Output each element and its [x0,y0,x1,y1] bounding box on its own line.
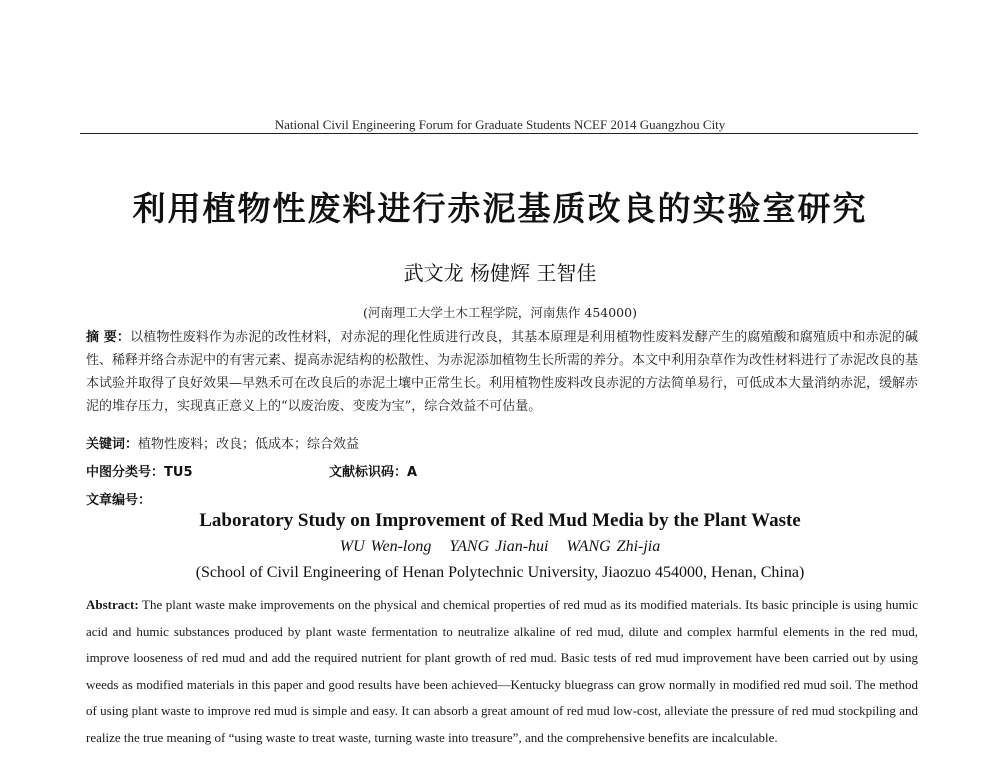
chinese-affiliation: (河南理工大学土木工程学院，河南焦作 454000) [363,305,637,320]
chinese-abstract [86,326,918,418]
english-author: WANG Zhi-jia [566,538,661,555]
article-number-line [86,489,151,508]
english-author: WU Wen-long [339,538,432,555]
keywords-text: 植物性废料；改良；低成本；综合效益 [138,437,360,452]
chinese-title: 利用植物性废料进行赤泥基质改良的实验室研究 [132,189,868,228]
chinese-abstract-label: 摘 要： [86,330,131,345]
english-affiliation: (School of Civil Engineering of Henan Polytechnic University, Jiaozuo 454000, Henan, China) [195,564,805,581]
doc-code-label: 文献标识码： [329,465,408,480]
clc-value: TU5 [164,465,193,480]
clc-label: 中图分类号： [86,465,165,480]
english-author: YANG Jian-hui [449,538,549,555]
english-abstract-text: The plant waste make improvements on the physical and chemical properties of red mud as its modified materials. Its basic principle is using humic acid and humic substances produced by plant waste fermentation to neutralize alkaline of red mud, dilute and complex harmful elements in the red mud, improve looseness of red mud and add the required nutrient for plant growth of red mud. Basic tests of red mud improvement have been carried out by using weeds as modified materials in this paper and good results have been achieved—Kentucky bluegrass can grow normally in modified red mud soil. The method of using plant waste to improve red mud is simple and easy. It can absorb a great amount of red mud low-cost, alleviate the pressure of red mud stockpiling and realize the true meaning of “using waste to treat waste, turning waste into treasure”, and the comprehensive benefits are incalculable. [86,597,919,745]
english-abstract [86,592,918,751]
english-title: Laboratory Study on Improvement of Red Mud Media by the Plant Waste [199,510,801,531]
doc-code-value: A [407,465,418,480]
chinese-keywords [86,433,359,452]
english-authors [0,538,1000,556]
header-divider [80,133,918,134]
keywords-label: 关键词： [86,437,139,452]
article-number-label: 文章编号： [86,493,152,508]
chinese-abstract-text: 以植物性废料作为赤泥的改性材料，对赤泥的理化性质进行改良，其基本原理是利用植物性废料发酵产生的腐殖酸和腐殖质中和赤泥的碱性、稀释并络合赤泥中的有害元素、提高赤泥结构的松散性、为赤泥添加植物生长所需的养分。本文中利用杂草作为改性材料进行了赤泥改良的基本试验并取得了良好效果—早熟禾可在改良后的赤泥土壤中正常生长。利用植物性废料改良赤泥的方法简单易行，可低成本大量消纳赤泥，缓解赤泥的堆存压力，实现真正意义上的“以废治废、变废为宝”，综合效益不可估量。 [86,330,919,414]
chinese-authors: 武文龙 杨健辉 王智佳 [403,261,597,285]
english-abstract-label: Abstract: [86,597,139,612]
classification-line [86,461,418,480]
running-header: National Civil Engineering Forum for Graduate Students NCEF 2014 Guangzhou City [274,117,726,132]
